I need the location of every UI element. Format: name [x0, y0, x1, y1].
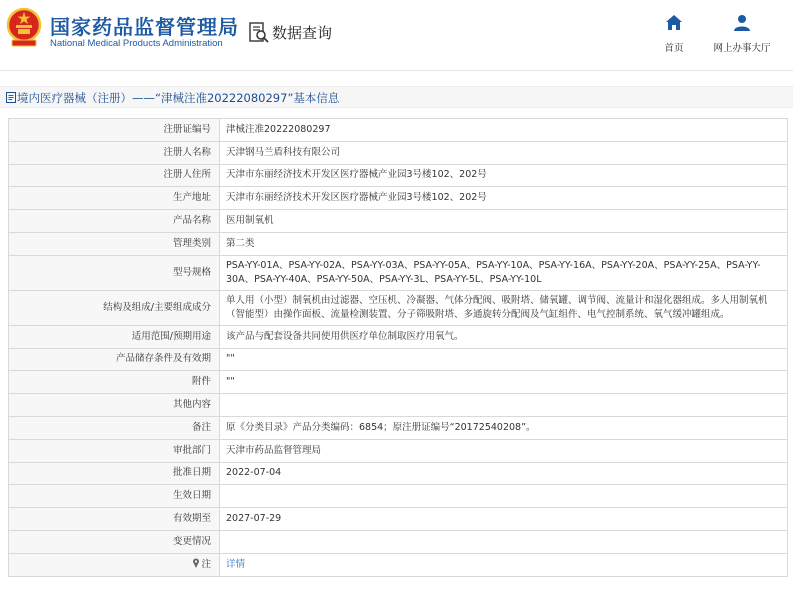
row-label: 适用范围/预期用途 — [9, 325, 220, 348]
registration-info-table — [8, 118, 788, 577]
table-row — [9, 508, 788, 531]
table-row — [9, 530, 788, 553]
row-label: 附件 — [9, 371, 220, 394]
table-row — [9, 348, 788, 371]
row-label: 变更情况 — [9, 530, 220, 553]
row-value: 天津市药品监督管理局 — [220, 439, 788, 462]
org-name-cn: 国家药品监督管理局 — [50, 15, 239, 39]
row-value: 医用制氧机 — [220, 210, 788, 233]
org-name-en: National Medical Products Administration — [50, 38, 223, 49]
site-header — [0, 0, 793, 62]
row-value: 单人用（小型）制氧机由过滤器、空压机、冷凝器、气体分配阀、吸附塔、储氧罐、调节阀、流量计和湿化器组成。多人用制氧机（智能型）由操作面板、流量检测装置、分子筛吸附塔、多通旋转分配阀及气缸组件、电气控制系统、氧气缓冲罐组成。 — [220, 290, 788, 325]
row-value: 天津市东丽经济技术开发区医疗器械产业园3号楼102、202号 — [220, 187, 788, 210]
row-label: 生产地址 — [9, 187, 220, 210]
row-value: 天津市东丽经济技术开发区医疗器械产业园3号楼102、202号 — [220, 164, 788, 187]
row-label: 批准日期 — [9, 462, 220, 485]
table-row — [9, 290, 788, 325]
national-emblem-icon — [6, 6, 42, 50]
table-row — [9, 394, 788, 417]
row-label: 注册人名称 — [9, 141, 220, 164]
nav-online-hall-button[interactable] — [706, 14, 778, 55]
row-value: 该产品与配套设备共同使用供医疗单位制取医疗用氧气。 — [220, 325, 788, 348]
table-row-note — [9, 553, 788, 576]
row-value: 第二类 — [220, 232, 788, 255]
row-value: PSA-YY-01A、PSA-YY-02A、PSA-YY-03A、PSA-YY-05A、PSA-YY-10A、PSA-YY-16A、PSA-YY-20A、PSA-YY-25A、PSA-YY-30A、PSA-YY-40A、PSA-YY-50A、PSA-YY-3L、PSA-YY-5L、PSA-YY-10L — [220, 255, 788, 290]
row-value: 天津钢马兰盾科技有限公司 — [220, 141, 788, 164]
table-row — [9, 164, 788, 187]
table-row — [9, 325, 788, 348]
note-label: 注 — [201, 558, 211, 570]
table-row — [9, 187, 788, 210]
table-row — [9, 255, 788, 290]
row-value: "" — [220, 371, 788, 394]
table-row — [9, 371, 788, 394]
table-row — [9, 119, 788, 142]
row-label: 产品储存条件及有效期 — [9, 348, 220, 371]
row-label: 产品名称 — [9, 210, 220, 233]
row-label: 生效日期 — [9, 485, 220, 508]
row-label: 注册证编号 — [9, 119, 220, 142]
row-value: 2027-07-29 — [220, 508, 788, 531]
row-label: 有效期至 — [9, 508, 220, 531]
page-section-title: 数据查询 — [272, 24, 333, 42]
header-divider — [0, 70, 793, 71]
record-title: 境内医疗器械（注册）——“津械注准20222080297”基本信息 — [17, 91, 340, 105]
note-value — [220, 553, 788, 576]
table-row — [9, 141, 788, 164]
row-label: 注册人住所 — [9, 164, 220, 187]
nav-online-hall-label: 网上办事大厅 — [713, 43, 771, 54]
row-label: 结构及组成/主要组成成分 — [9, 290, 220, 325]
document-icon — [6, 92, 16, 103]
row-label: 管理类别 — [9, 232, 220, 255]
row-value: 2022-07-04 — [220, 462, 788, 485]
row-value — [220, 394, 788, 417]
row-label: 审批部门 — [9, 439, 220, 462]
nav-home-button[interactable] — [658, 14, 690, 55]
data-query-icon — [249, 22, 269, 44]
table-row — [9, 416, 788, 439]
table-row — [9, 462, 788, 485]
home-icon — [665, 14, 683, 32]
details-link[interactable]: 详情 — [226, 558, 246, 570]
pin-icon — [192, 558, 200, 568]
row-label: 型号规格 — [9, 255, 220, 290]
user-icon — [733, 14, 751, 32]
table-row — [9, 232, 788, 255]
row-label: 其他内容 — [9, 394, 220, 417]
row-value: 原《分类目录》产品分类编码：6854；原注册证编号“20172540208”。 — [220, 416, 788, 439]
table-row — [9, 439, 788, 462]
row-value — [220, 485, 788, 508]
row-value: "" — [220, 348, 788, 371]
record-title-bar — [0, 86, 793, 108]
table-row — [9, 485, 788, 508]
table-row — [9, 210, 788, 233]
row-value — [220, 530, 788, 553]
row-label: 备注 — [9, 416, 220, 439]
row-value: 津械注准20222080297 — [220, 119, 788, 142]
note-label-cell — [9, 553, 220, 576]
nav-home-label: 首页 — [664, 43, 684, 54]
